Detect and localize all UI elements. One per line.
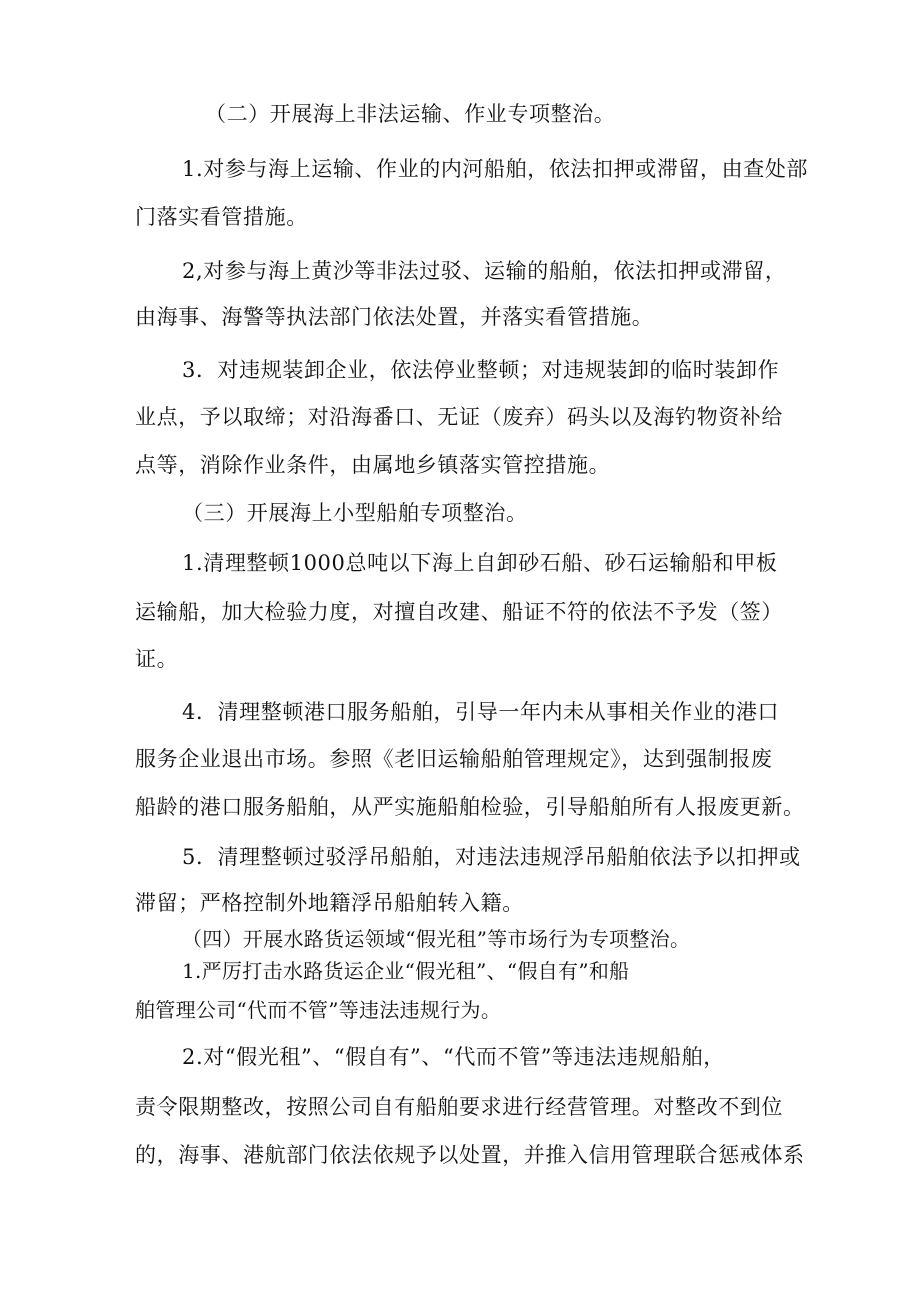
section-heading-3: （三）开展海上小型船舶专项整治。 bbox=[182, 501, 528, 525]
paragraph-line: 滞留；严格控制外地籍浮吊船舶转入籍。 bbox=[135, 891, 524, 915]
paragraph-line: 的，海事、港航部门依法依规予以处置，并推入信用管理联合惩戒体系 bbox=[135, 1143, 805, 1167]
section-heading-2: （二）开展海上非法运输、作业专项整治。 bbox=[205, 102, 616, 126]
paragraph-line: 运输船，加大检验力度，对擅自改建、船证不符的依法不予发（签） bbox=[135, 600, 783, 624]
paragraph-line: 1.清理整顿1000总吨以下海上自卸砂石船、砂石运输船和甲板 bbox=[182, 551, 778, 575]
paragraph-line: 4．清理整顿港口服务船舶，引导一年内未从事相关作业的港口 bbox=[182, 700, 780, 724]
paragraph-line: 证。 bbox=[135, 647, 179, 671]
paragraph-line: 业点，予以取缔；对沿海番口、无证（废弃）码头以及海钓物资补给 bbox=[135, 405, 783, 429]
paragraph-line: 3．对违规装卸企业，依法停业整顿；对违规装卸的临时装卸作 bbox=[182, 358, 780, 382]
paragraph-line: 服务企业退出市场。参照《老旧运输船舶管理规定》，达到强制报废 bbox=[135, 747, 773, 771]
paragraph-line: 门落实看管措施。 bbox=[135, 205, 308, 229]
paragraph-line: 船龄的港口服务船舶，从严实施船舶检验，引导船舶所有人报废更新。 bbox=[135, 795, 805, 819]
paragraph-line: 5．清理整顿过驳浮吊船舶，对违法违规浮吊船舶依法予以扣押或 bbox=[182, 845, 801, 869]
paragraph-line: 2.对“假光租”、“假自有”、“代而不管”等违法违规船舶， bbox=[182, 1045, 725, 1069]
paragraph-line: 2,对参与海上黄沙等非法过驳、运输的船舶，依法扣押或滞留， bbox=[182, 259, 787, 283]
paragraph-line: 责令限期整改，按照公司自有船舶要求进行经营管理。对整改不到位 bbox=[135, 1095, 783, 1119]
paragraph-line: 舶管理公司“代而不管”等违法违规行为。 bbox=[135, 998, 502, 1022]
section-heading-4: （四）开展水路货运领域“假光租”等市场行为专项整治。 bbox=[182, 927, 691, 951]
paragraph-line: 由海事、海警等执法部门依法处置，并落实看管措施。 bbox=[135, 305, 654, 329]
paragraph-line: 点等，消除作业条件，由属地乡镇落实管控措施。 bbox=[135, 453, 611, 477]
paragraph-line: 1.严厉打击水路货运企业“假光租”、“假自有”和船 bbox=[182, 959, 630, 983]
paragraph-line: 1.对参与海上运输、作业的内河船舶，依法扣押或滞留，由查处部 bbox=[182, 157, 809, 181]
